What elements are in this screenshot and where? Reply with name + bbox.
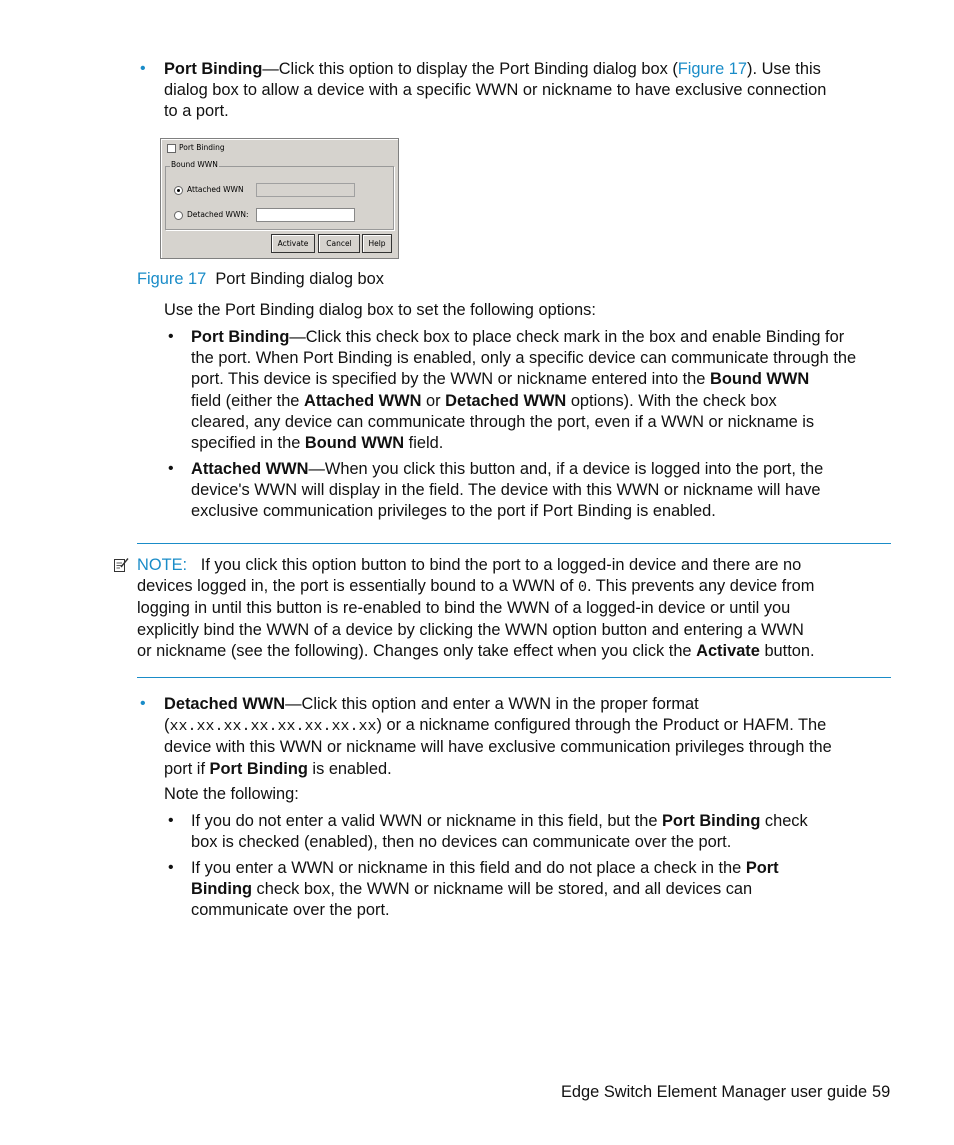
text: —Click this option and enter a WWN in the proper format [285, 695, 699, 713]
text: devices logged in, the port is essentially bound to a WWN of [137, 577, 578, 596]
text: check box, the WWN or nickname will be stored, and all devices can [252, 880, 753, 899]
text: device's WWN will display in the field. The device with this WWN or nickname will have [191, 481, 821, 500]
text: check [760, 812, 808, 830]
figure-17-link[interactable]: Figure 17 [677, 60, 748, 78]
detached-wwn-label: Detached WWN: [187, 210, 249, 219]
text: or [421, 391, 446, 410]
text: port. This device is specified by the WWN or nickname entered into the [191, 370, 710, 389]
intro-text: Use the Port Binding dialog box to set the following options: [164, 301, 596, 319]
term: Detached WWN [445, 391, 567, 410]
text: ). Use this [747, 60, 821, 78]
text: . This prevents any device from [586, 577, 815, 596]
term: Bound WWN [709, 370, 810, 389]
term: Port [745, 859, 779, 877]
note-following: Note the following: [164, 785, 299, 803]
text: is enabled. [307, 759, 392, 778]
divider-bottom [137, 677, 891, 678]
bound-wwn-group [165, 160, 394, 230]
text: device with this WWN or nickname will have exclusive communication privileges through the [164, 738, 832, 757]
paragraph-opt-port-binding [191, 327, 901, 454]
figure-caption [137, 269, 384, 290]
bullet-marker: • [140, 60, 146, 77]
port-binding-dialog [160, 138, 399, 259]
paragraph-port-binding [164, 59, 904, 123]
bullet-marker: • [168, 812, 174, 829]
text: If you do not enter a valid WWN or nickname in this field, but the [191, 812, 662, 830]
text: exclusive communication privileges to the port if Port Binding is enabled. [191, 502, 716, 521]
text: explicitly bind the WWN of a device by clicking the WWN option button and entering a WWN [137, 620, 804, 639]
bullet-marker: • [168, 859, 174, 876]
term: Binding [191, 880, 252, 899]
text: —Click this option to display the Port Binding dialog box ( [262, 60, 678, 78]
sub-bullet-1 [191, 811, 901, 853]
page-number: 59 [872, 1083, 891, 1101]
bullet-marker: • [140, 695, 146, 712]
term: Port Binding [662, 812, 761, 830]
term: Detached WWN [164, 695, 286, 713]
text: specified in the [191, 434, 305, 453]
term: Activate [696, 641, 760, 660]
text: dialog box to allow a device with a specific WWN or nickname to have exclusive connection [164, 81, 827, 100]
text: the port. When Port Binding is enabled, only a specific device can communicate through the [191, 349, 857, 368]
term-port-binding: Port Binding [164, 60, 263, 78]
text: communicate over the port. [191, 901, 390, 920]
bullet-marker: • [168, 460, 174, 477]
text: If you click this option button to bind the port to a logged-in device and there are no [200, 556, 802, 574]
text: If you enter a WWN or nickname in this field and do not place a check in the [191, 859, 746, 877]
term: Port Binding [209, 759, 308, 778]
activate-button[interactable]: Activate [271, 234, 315, 253]
figure-number: Figure 17 [137, 270, 207, 288]
detached-wwn-input[interactable] [256, 208, 355, 222]
note-icon [113, 557, 129, 573]
paragraph-opt-attached-wwn [191, 459, 901, 523]
text: or nickname (see the following). Changes only take effect when you click the [137, 641, 697, 660]
text: cleared, any device can communicate through the port, even if a WWN or nickname is [191, 412, 815, 431]
text: field (either the [191, 391, 304, 410]
text: port if [164, 759, 210, 778]
bound-wwn-group-title: Bound WWN [171, 160, 218, 169]
footer-title: Edge Switch Element Manager user guide [561, 1083, 868, 1101]
attached-wwn-label: Attached WWN [187, 185, 244, 194]
attached-wwn-radio[interactable] [174, 186, 183, 195]
term: Bound WWN [304, 434, 405, 453]
help-button[interactable]: Help [362, 234, 392, 253]
text: ) or a nickname configured through the Product or HAFM. The [376, 716, 827, 735]
divider-top [137, 543, 891, 544]
note-label: NOTE: [137, 556, 188, 574]
code-zero: 0 [577, 579, 587, 597]
text: to a port. [164, 102, 229, 121]
note-paragraph [137, 555, 897, 662]
text: field. [404, 434, 444, 453]
term: Attached WWN [191, 460, 309, 478]
text: —When you click this button and, if a device is logged into the port, the [308, 460, 824, 478]
paragraph-detached-wwn [164, 694, 904, 780]
term: Attached WWN [303, 391, 422, 410]
sub-bullet-2 [191, 858, 901, 922]
figure-caption-text: Port Binding dialog box [215, 270, 384, 288]
bullet-marker: • [168, 328, 174, 345]
term: Port Binding [191, 328, 290, 346]
text: options). With the check box [566, 391, 777, 410]
text: —Click this check box to place check mark in the box and enable Binding for [289, 328, 845, 346]
wwn-format: xx.xx.xx.xx.xx.xx.xx.xx [169, 718, 377, 736]
cancel-button[interactable]: Cancel [318, 234, 360, 253]
attached-wwn-field [256, 183, 355, 197]
text: box is checked (enabled), then no devices can communicate over the port. [191, 833, 732, 852]
text: button. [759, 641, 815, 660]
text: logging in until this button is re-enabled to bind the WWN of a logged-in device or until you [137, 599, 791, 618]
port-binding-checkbox-label: Port Binding [179, 143, 225, 152]
port-binding-checkbox[interactable] [167, 144, 176, 153]
text: ( [164, 716, 170, 735]
detached-wwn-radio[interactable] [174, 211, 183, 220]
